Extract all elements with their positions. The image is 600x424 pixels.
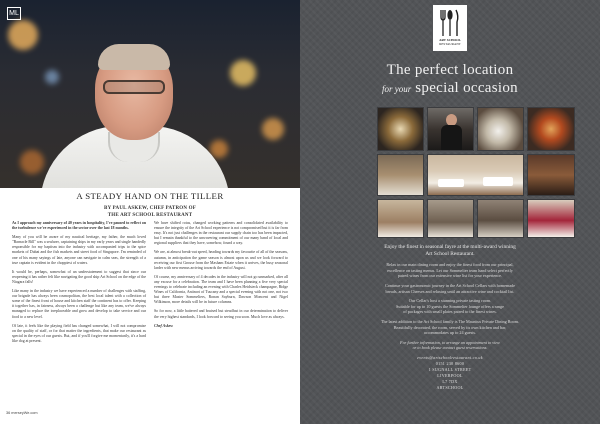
byline-line-1: BY PAUL ASKEW, CHEF PATRON OF xyxy=(104,206,196,211)
contact-address-city: LIVERPOOL xyxy=(437,373,463,379)
tasting-room-photo xyxy=(427,199,474,238)
article-paragraph: We have shifted rotas, changed working patterns and consolidated availability to ensure the integrity of the Art School experience is not compromised but it is far from easy. It's not just challenges in the restaurant our supply chain too has been impacted, but I remain thankful to the unwavering commitment of our many band of local and regional suppliers that they have, somehow, found a way. xyxy=(154,221,288,246)
article-paragraph: Of late, it feels like the playing field has changed somewhat, I will not compromise on the quality of staff, or for that matter the ingredients, that make our restaurant as special in the eyes of our guests. But, and if you'll forgive me momentarily, it's a hard like dog at present. xyxy=(12,323,146,343)
art-school-logo xyxy=(433,5,467,51)
article-paragraph: Of course, my anniversary of 4 decades in the industry will not go unmarked, after all any excuse for a celebration. The team and I have been planning a five very special evenings to celebrate including an evening with Charles Heidsieck champagne, Ridge Wines of California, Antinori of Tuscany and a special evening with not one, not two but three Master Sommeliers, Ronan Sayburn, Dawson Moncent and Nigel Wilkinson, more details will be in future columns. xyxy=(154,274,288,305)
byline-line-2: THE ART SCHOOL RESTAURANT xyxy=(107,212,193,218)
paragraph-line: excellence on tasting menus. Let our Sommelier team hand select perfectly xyxy=(387,267,513,273)
advert-paragraph xyxy=(300,298,600,315)
headline-small: for your xyxy=(382,84,412,94)
paragraph-line: The latest addition to the Art School family is The Mauritus Private Dining Room. xyxy=(380,318,520,324)
headline-big: special occasion xyxy=(415,80,518,96)
advert-paragraph xyxy=(300,262,600,279)
article-paragraph: Like many in the industry we have experienced a number of challenges with staffing, our brigade has always been cosmopolitan, the best local talent with a collection of some of the finest front of house and kitchen staff the continent has to offer. Keeping it together has, in fairness, always been a challenge but like any team, we've always managed to replace the irreplaceable and grow and develop to take service and our food to a new level. xyxy=(12,289,146,319)
headline-line-2 xyxy=(300,79,600,97)
lounge-photo xyxy=(477,199,524,238)
main-dining-room-photo xyxy=(427,154,524,196)
magazine-logo-badge: ML xyxy=(7,7,21,20)
dessert-photo xyxy=(477,107,524,151)
paragraph-line: accommodates up to 24 guests. xyxy=(423,330,477,336)
contact-address-street: 1 SUGNALL STREET xyxy=(428,367,472,373)
table-setting-photo xyxy=(527,199,575,238)
article-paragraph: We are, at almost break-out speed, heading towards my favourite of all of the seasons, autumn, in anticipation the game season is almost upon us and we look forward to receiving our first Grouse from the Masham Estate when it arrives, the busy seasonal larder with new menus arriving towards the end of August. xyxy=(154,250,288,270)
contact-address-postcode: L7 7DX xyxy=(442,379,458,385)
logo-text-line-2: RESTAURANT xyxy=(439,41,461,46)
food-photo xyxy=(377,107,424,151)
paragraph-line: Beautifully decorated, the room, served by its own kitchen and bar, xyxy=(393,324,507,330)
cellar-photo xyxy=(527,154,575,196)
contact-details xyxy=(300,355,600,392)
advert-paragraph xyxy=(300,319,600,336)
article-paragraph: Many of you will be aware of my nautical heritage, my father, the much loved "Barnacle Bill" was a seafarer, captaining ships in my early years and single handedly responsible for my baptism into the industry with accompanied trips to the spice markets of Dubai and the fish markets and street food of Singapore. I'm reminded of one of his many sayings of late, anyone can navigate in calm seas, the strength of a true captain is evident in the choppiest of waters. xyxy=(12,235,146,265)
contact-phone[interactable]: 0151 230 8600 xyxy=(435,361,465,367)
advert-info xyxy=(300,244,600,355)
intro-line-2: Art School Restaurant. xyxy=(425,250,475,257)
contact-website[interactable]: ARTSCHOOL xyxy=(436,385,464,391)
note-line: For further information, to arrange an appointment to view xyxy=(400,339,500,345)
note-line: or to book please contact guest reservations. xyxy=(412,345,488,351)
staff-photo xyxy=(427,107,474,151)
headline-line-1: The perfect location xyxy=(386,62,514,78)
page-footer: 36 merseyWe.com xyxy=(6,411,38,415)
paragraph-line: Relax in our main dining room and enjoy the finest food from our principal, xyxy=(386,262,514,268)
advert-page xyxy=(300,0,600,424)
article-column-1 xyxy=(12,221,146,411)
advert-paragraph xyxy=(300,283,600,294)
intro-line-1: Enjoy the finest in seasonal fayre at the multi-award winning xyxy=(384,244,516,250)
paragraph-line: Suitable for up to 10 guests the Sommelier lounge offers a range xyxy=(396,303,504,309)
article-title: A STEADY HAND ON THE TILLER xyxy=(76,191,224,201)
article-byline xyxy=(0,206,300,219)
article-paragraph: As I approach my anniversary of 40 years in hospitality, I've paused to reflect on the turbulence we've experienced in the sector over the last 18 months. xyxy=(12,221,146,231)
advert-intro xyxy=(300,244,600,257)
paragraph-line: Continue your gastronomic journey in the Art School Cellars with homemade xyxy=(384,282,516,288)
contact-email[interactable]: events@artschoolrestaurant.co.uk xyxy=(417,355,483,360)
utensils-icon xyxy=(439,8,461,38)
dish-photo xyxy=(527,107,575,151)
paragraph-line: breads, artisan Cheeses and relaxing until an attractive wine and cocktail list. xyxy=(385,288,515,294)
logo-text xyxy=(439,39,461,47)
article-column-2 xyxy=(154,221,288,411)
paragraph-line: paired wines from our extensive wine list for your experience. xyxy=(397,273,503,279)
chef-portrait-photo xyxy=(0,0,300,188)
paragraph-line: Our Cellar's host a stunning private tasting room. xyxy=(408,298,492,304)
booking-note xyxy=(300,340,600,351)
article-paragraph: It would be, perhaps, somewhat of an understatement to suggest that since our reopening it has rather felt like navigating the good ship Art School on the edge of the Niagara falls! xyxy=(12,269,146,284)
article-body xyxy=(12,221,288,411)
logo-text-line-1: ART SCHOOL xyxy=(439,38,461,42)
article-paragraph: So for now, a little battered and bruised but steadfast in our determination to deliver the very highest standards, I look forward to seeing you soon. Much love as always. xyxy=(154,309,288,319)
private-room-photo xyxy=(377,199,424,238)
article-signoff: Chef Askew xyxy=(154,323,173,328)
paragraph-line: of packages with small plates paired to the finest wines. xyxy=(403,309,497,315)
dining-room-photo xyxy=(377,154,424,196)
restaurant-photo-grid xyxy=(377,107,575,238)
